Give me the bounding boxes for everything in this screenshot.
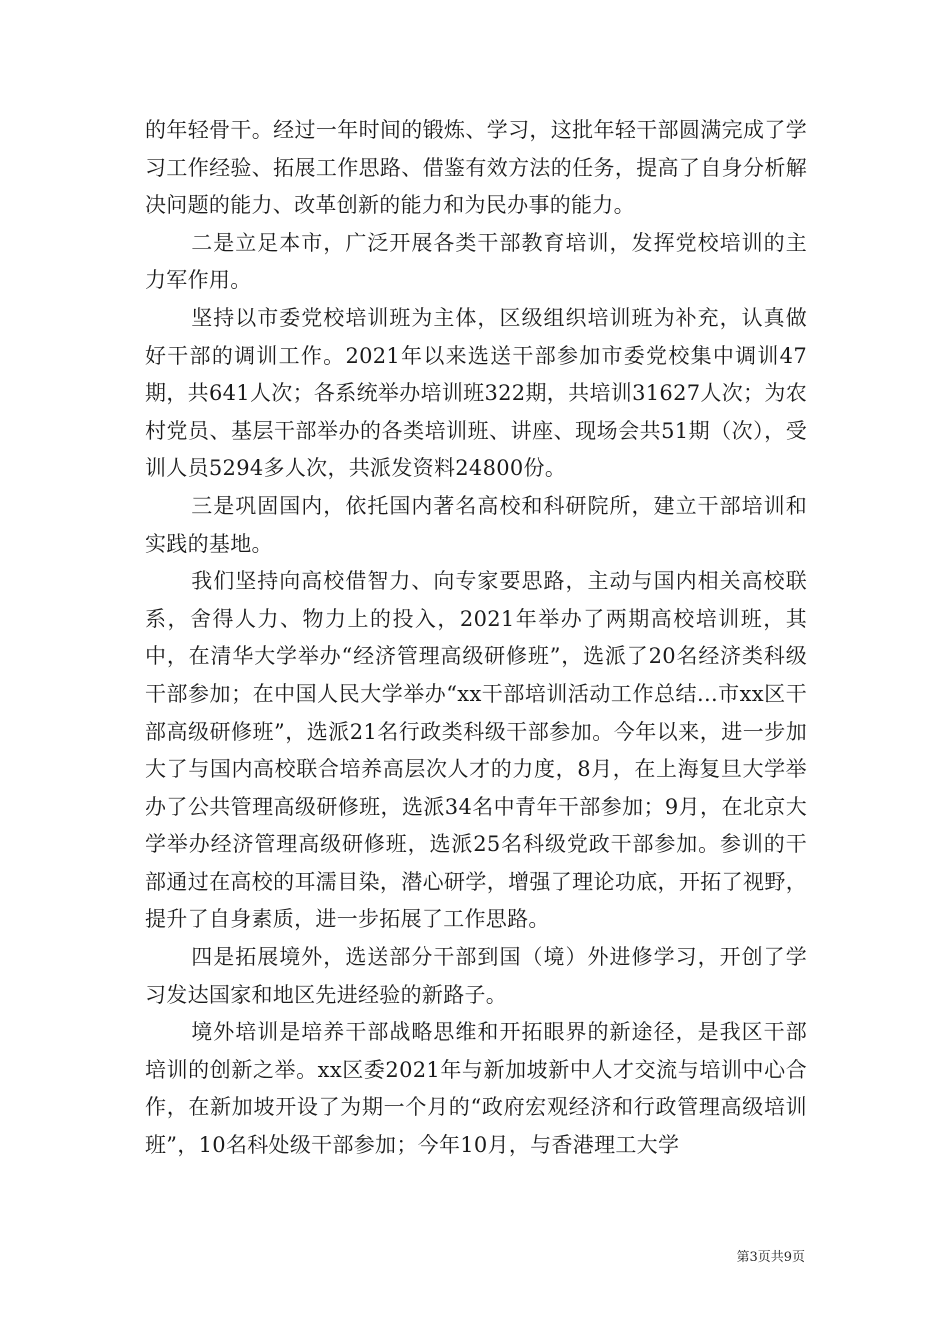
document-body xyxy=(145,112,807,1165)
page-number: 第3页共9页 xyxy=(736,1250,805,1265)
paragraph: 的年轻骨干。经过一年时间的锻炼、学习，这批年轻干部圆满完成了学习工作经验、拓展工作思路、借鉴有效方法的任务，提高了自身分析解决问题的能力、改革创新的能力和为民办事的能力。 xyxy=(145,118,807,218)
paragraph-heading: 三是巩固国内，依托国内著名高校和科研院所，建立干部培训和实践的基地。 xyxy=(145,493,807,556)
paragraph-heading: 二是立足本市，广泛开展各类干部教育培训，发挥党校培训的主力军作用。 xyxy=(145,230,807,293)
paragraph-heading: 四是拓展境外，选送部分干部到国（境）外进修学习，开创了学习发达国家和地区先进经验的新路子。 xyxy=(145,945,807,1007)
paragraph: 境外培训是培养干部战略思维和开拓眼界的新途径，是我区干部培训的创新之举。xx区委2021年与新加坡新中人才交流与培训中心合作，在新加坡开设了为期一个月的“政府宏观经济和行政管理高级培训班”，10名科处级干部参加；今年10月，与香港理工大学 xyxy=(145,1020,807,1158)
paragraph: 坚持以市委党校培训班为主体，区级组织培训班为补充，认真做好干部的调训工作。2021年以来选送干部参加市委党校集中调训47期，共641人次；各系统举办培训班322期，共培训31627人次；为农村党员、基层干部举办的各类培训班、讲座、现场会共51期（次），受训人员5294多人次，共派发资料24800份。 xyxy=(145,305,807,481)
paragraph: 我们坚持向高校借智力、向专家要思路，主动与国内相关高校联系，舍得人力、物力上的投入，2021年举办了两期高校培训班，其中，在清华大学举办“经济管理高级研修班”，选派了20名经济类科级干部参加；在中国人民大学举办“xx干部培训活动工作总结...市xx区干部高级研修班”，选派21名行政类科级干部参加。今年以来，进一步加大了与国内高校联合培养高层次人才的力度，8月，在上海复旦大学举办了公共管理高级研修班，选派34名中青年干部参加；9月，在北京大学举办经济管理高级研修班，选派25名科级党政干部参加。参训的干部通过在高校的耳濡目染，潜心研学，增强了理论功底，开拓了视野，提升了自身素质，进一步拓展了工作思路。 xyxy=(145,569,807,932)
